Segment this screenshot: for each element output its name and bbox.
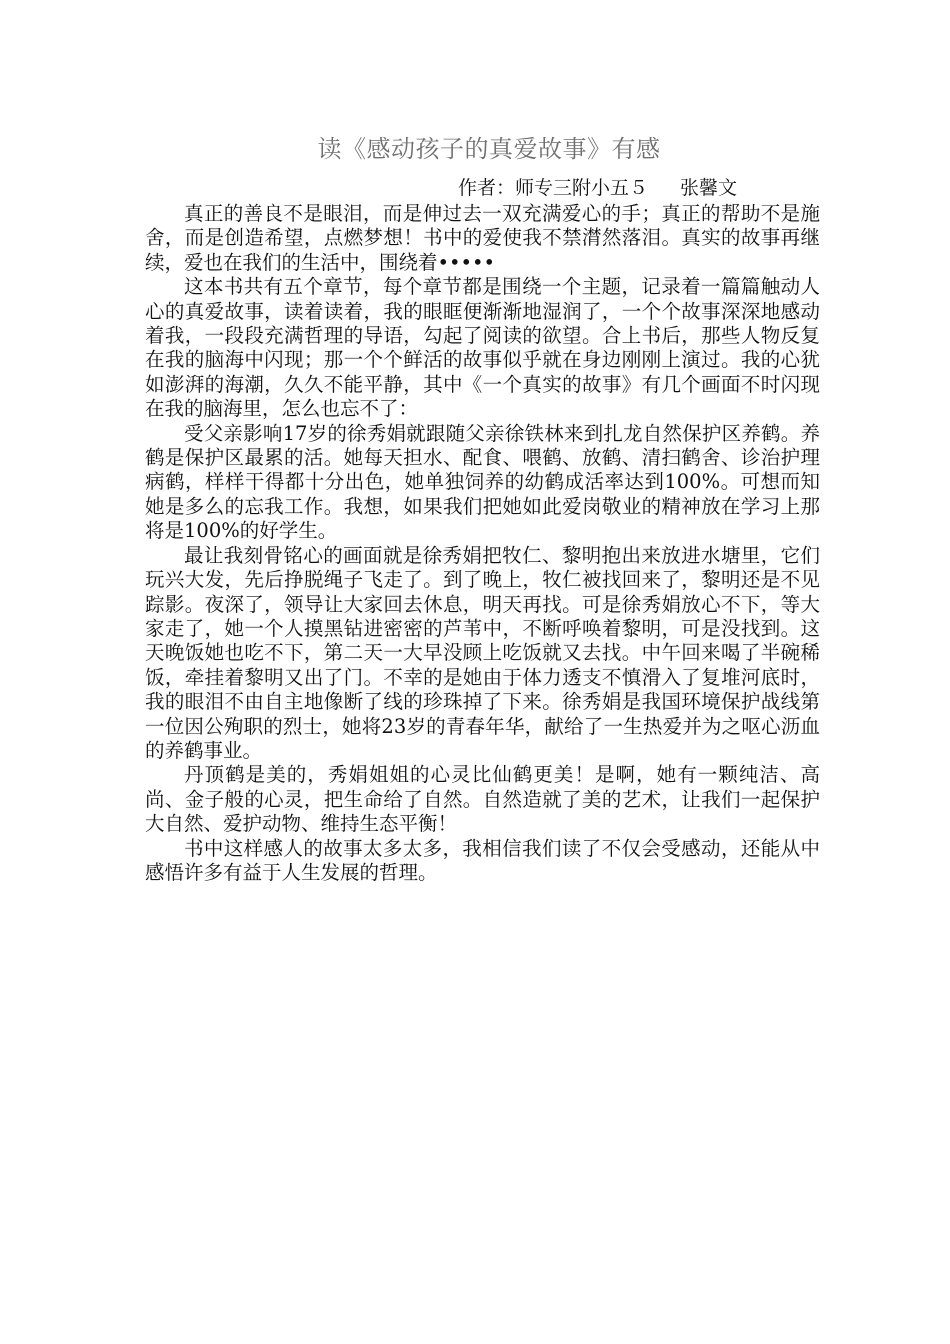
byline	[458, 176, 737, 200]
paragraph: 最让我刻骨铭心的画面就是徐秀娟把牧仁、黎明抱出来放进水塘里，它们玩兴大发，先后挣脱绳子飞走了。到了晚上，牧仁被找回来了，黎明还是不见踪影。夜深了，领导让大家回去休息，明天再找。可是徐秀娟放心不下，等大家走了，她一个人摸黑钻进密密的芦苇中，不断呼唤着黎明，可是没找到。这天晚饭她也吃不下，第二天一大早没顾上吃饭就又去找。中午回来喝了半碗稀饭，牵挂着黎明又出了门。不幸的是她由于体力透支不慎滑入了复堆河底时，我的眼泪不由自主地像断了线的珍珠掉了下来。徐秀娟是我国环境保护战线第一位因公殉职的烈士，她将23岁的青春年华，献给了一生热爱并为之呕心沥血的养鹤事业。	[145, 543, 820, 762]
byline-author: 张馨文	[680, 177, 738, 199]
paragraph: 受父亲影响17岁的徐秀娟就跟随父亲徐铁林来到扎龙自然保护区养鹤。养鹤是保护区最累的活。她每天担水、配食、喂鹤、放鹤、清扫鹤舍、诊治护理病鹤，样样干得都十分出色，她单独饲养的幼鹤成活率达到100%。可想而知她是多么的忘我工作。我想，如果我们把她如此爱岗敬业的精神放在学习上那将是100%的好学生。	[145, 421, 820, 543]
paragraph: 书中这样感人的故事太多太多，我相信我们读了不仅会受感动，还能从中感悟许多有益于人生发展的哲理。	[145, 836, 820, 884]
paragraph: 丹顶鹤是美的，秀娟姐姐的心灵比仙鹤更美！是啊，她有一颗纯洁、高尚、金子般的心灵，把生命给了自然。自然造就了美的艺术，让我们一起保护大自然、爱护动物、维持生态平衡！	[145, 763, 820, 836]
document-title: 读《感动孩子的真爱故事》有感	[317, 135, 661, 163]
byline-label: 作者：师专三附小五５	[458, 177, 649, 199]
paragraph: 这本书共有五个章节，每个章节都是围绕一个主题，记录着一篇篇触动人心的真爱故事，读着读着，我的眼眶便渐渐地湿润了，一个个故事深深地感动着我，一段段充满哲理的导语，勾起了阅读的欲望。合上书后，那些人物反复在我的脑海中闪现；那一个个鲜活的故事似乎就在身边刚刚上演过。我的心犹如澎湃的海潮，久久不能平静，其中《一个真实的故事》有几个画面不时闪现在我的脑海里，怎么也忘不了：	[145, 275, 820, 421]
paragraph: 真正的善良不是眼泪，而是伸过去一双充满爱心的手；真正的帮助不是施舍，而是创造希望，点燃梦想！书中的爱使我不禁潸然落泪。真实的故事再继续，爱也在我们的生活中，围绕着•••••	[145, 202, 820, 274]
document-body	[145, 202, 820, 885]
